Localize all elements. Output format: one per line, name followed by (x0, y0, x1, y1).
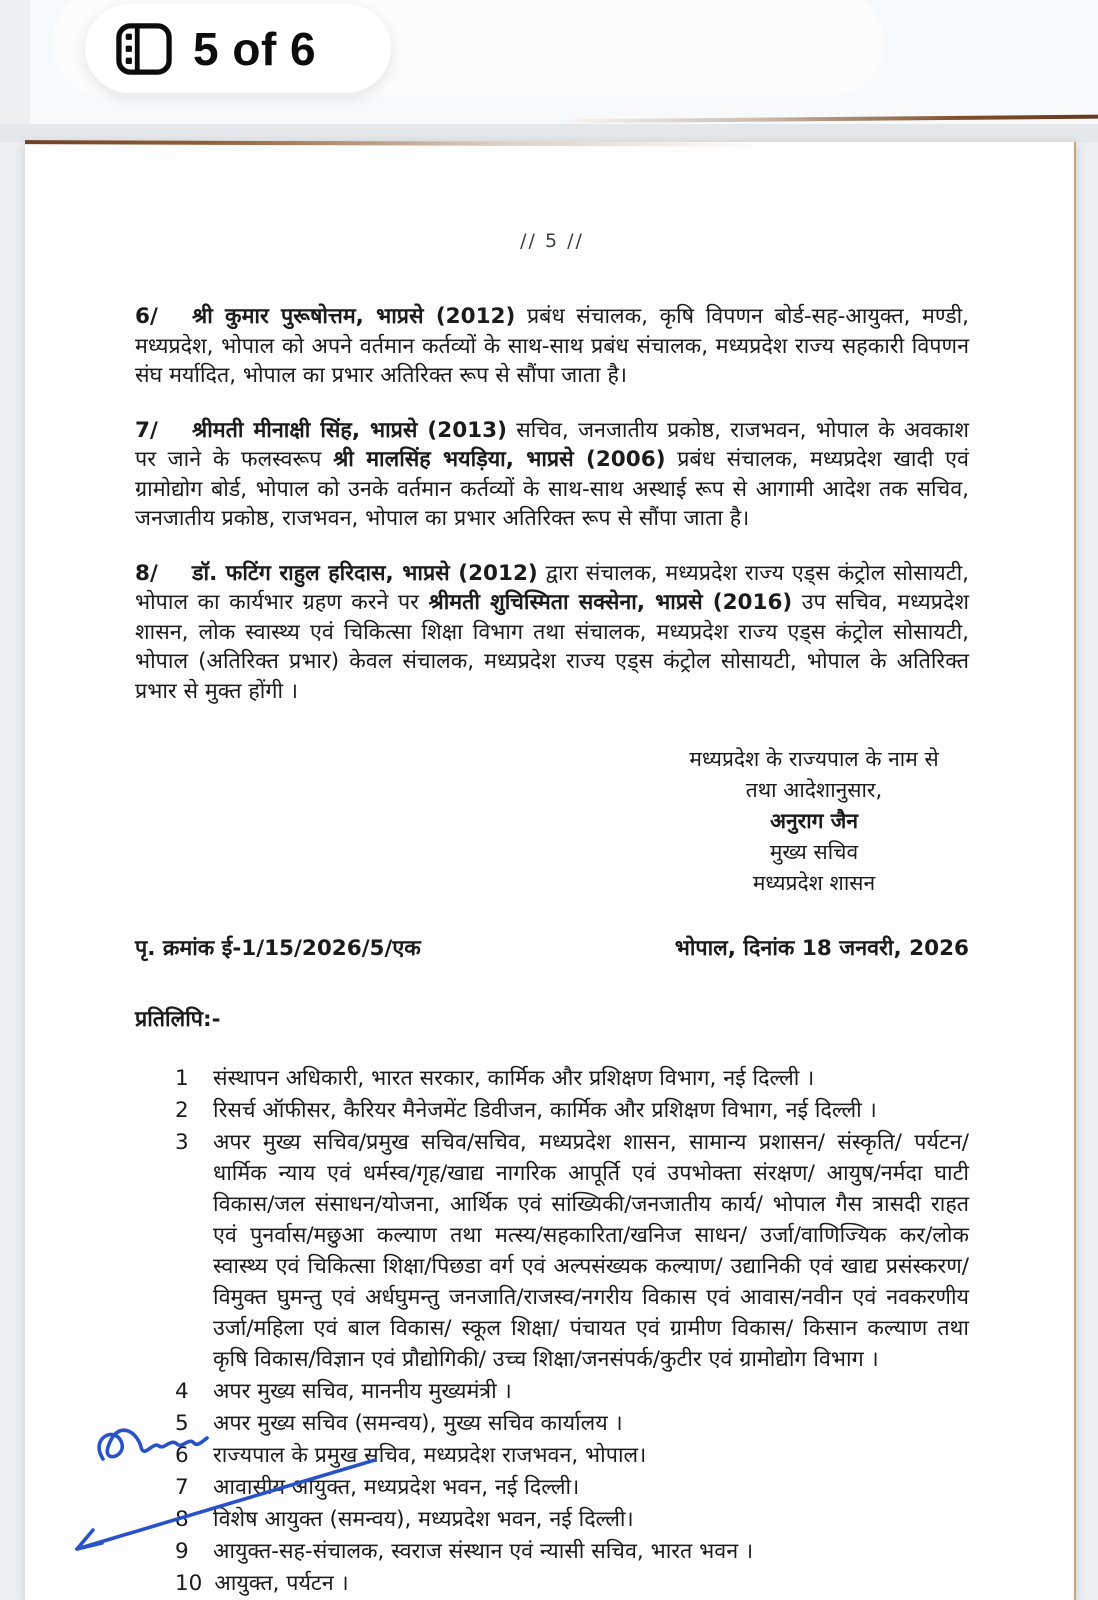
paragraph-7 (135, 416, 969, 534)
item-number: 8 (175, 1507, 189, 1532)
item-text: आवासीय आयुक्त, मध्यप्रदेश भवन, नई दिल्ली। (213, 1475, 580, 1500)
copy-list-item (175, 1568, 969, 1599)
copy-list-item (175, 1095, 969, 1126)
item-number: 3 (175, 1130, 189, 1155)
item-text: अपर मुख्य सचिव/प्रमुख सचिव/सचिव, मध्यप्रदेश शासन, सामान्य प्रशासन/ संस्कृति/ पर्यटन/ धार्मिक न्याय एवं धर्मस्व/गृह/खाद्य नागरिक आपूर्ति एवं उपभोक्ता संरक्षण/ आयुष/नर्मदा घाटी विकास/जल संसाधन/योजना, आर्थिक एवं सांख्यिकी/जनजातीय कार्य/ भोपाल गैस त्रासदी राहत एवं पुनर्वास/मछुआ कल्याण तथा मत्स्य/सहकारिता/खनिज साधन/ उर्जा/वाणिज्यिक कर/लोक स्वास्थ्य एवं चिकित्सा शिक्षा/पिछडा वर्ग एवं अल्पसंख्यक कल्याण/ उद्यानिकी एवं खाद्य प्रसंस्करण/ विमुक्त घुमन्तु एवं अर्धघुमन्तु जनजाति/राजस्व/नगरीय विकास एवं आवास/नवीन एवं नवकरणीय उर्जा/महिला एवं बाल विकास/ स्कूल शिक्षा/ पंचायत एवं ग्रामीण विकास/ किसान कल्याण तथा कृषि विकास/विज्ञान एवं प्रौद्योगिकी/ उच्च शिक्षा/जनसंपर्क/कुटीर एवं ग्रामोद्योग विभाग । (213, 1130, 969, 1372)
copy-list-item (175, 1408, 969, 1439)
page-gap (0, 124, 1098, 142)
reference-row (135, 933, 969, 962)
signature-line-order: तथा आदेशानुसार, (745, 778, 883, 802)
signatory-name: अनुराग जैन (769, 809, 859, 833)
item-number: 6 (175, 1443, 189, 1468)
paragraph-text: डॉ. फटिंग राहुल हरिदास, भाप्रसे (2012) द्वारा संचालक, मध्यप्रदेश राज्य एड्स कंट्रोल सोसायटी, भोपाल का कार्यभार ग्रहण करने पर श्रीमती शुचिस्मिता सक्सेना, भाप्रसे (2016) उप सचिव, मध्यप्रदेश शासन, लोक स्वास्थ्य एवं चिकित्सा शिक्षा विभाग तथा संचालक, मध्यप्रदेश राज्य एड्स कंट्रोल सोसायटी, भोपाल (अतिरिक्त प्रभार) केवल संचालक, मध्यप्रदेश राज्य एड्स कंट्रोल सोसायटी, भोपाल के अतिरिक्त प्रभार से मुक्त होंगी । (135, 560, 969, 704)
copy-list-item (175, 1504, 969, 1535)
item-text: विशेष आयुक्त (समन्वय), मध्यप्रदेश भवन, नई दिल्ली। (213, 1507, 634, 1532)
item-text: आयुक्त-सह-संचालक, स्वराज संस्थान एवं न्यासी सचिव, भारत भवन । (213, 1539, 754, 1564)
item-number: 2 (175, 1098, 189, 1123)
copy-list-heading: प्रतिलिपि:- (135, 1007, 221, 1032)
order-paragraphs (135, 302, 969, 706)
item-text: राज्यपाल के प्रमुख सचिव, मध्यप्रदेश राजभवन, भोपाल। (213, 1443, 647, 1468)
document-page (25, 142, 1076, 1600)
page-count-label: 5 of 6 (193, 22, 317, 75)
paragraph-text: श्री कुमार पुरूषोत्तम, भाप्रसे (2012) प्रबंध संचालक, कृषि विपणन बोर्ड-सह-आयुक्त, मण्डी, मध्यप्रदेश, भोपाल को अपने वर्तमान कर्तव्यों के साथ-साथ प्रबंध संचालक, मध्यप्रदेश राज्य सहकारी विपणन संघ मर्यादित, भोपाल का प्रभार अतिरिक्त रूप से सौंपा जाता है। (135, 304, 969, 388)
item-number: 9 (175, 1539, 189, 1564)
page-count-badge[interactable] (85, 4, 391, 93)
copy-list-item (175, 1440, 969, 1471)
copy-list-item (175, 1063, 969, 1094)
document-content (25, 142, 1074, 1599)
copy-list-item (175, 1536, 969, 1567)
item-number: 7 (175, 1475, 189, 1500)
item-text: अपर मुख्य सचिव (समन्वय), मुख्य सचिव कार्यालय । (213, 1411, 623, 1436)
item-text: आयुक्त, पर्यटन । (214, 1571, 349, 1596)
item-text: संस्थापन अधिकारी, भारत सरकार, कार्मिक और प्रशिक्षण विभाग, नई दिल्ली । (213, 1066, 815, 1091)
item-text: अपर मुख्य सचिव, माननीय मुख्यमंत्री । (213, 1379, 512, 1404)
item-number: 1 (175, 1066, 189, 1091)
pages-sidebar-icon (115, 22, 173, 76)
copy-list-item (175, 1472, 969, 1503)
reference-number: पृ. क्रमांक ई-1/15/2026/5/एक (135, 936, 421, 961)
copy-list-item (175, 1127, 969, 1375)
item-number: 4 (175, 1379, 189, 1404)
page-number-header: // 5 // (520, 230, 584, 252)
paragraph-6 (135, 302, 969, 391)
item-text: रिसर्च ऑफीसर, कैरियर मैनेजमेंट डिवीजन, कार्मिक और प्रशिक्षण विभाग, नई दिल्ली । (213, 1098, 877, 1123)
paragraph-number: 7/ (135, 417, 158, 443)
signatory-title: मुख्य सचिव (769, 840, 859, 864)
signature-line-authority: मध्यप्रदेश के राज्यपाल के नाम से (689, 747, 939, 771)
paragraph-number: 6/ (135, 304, 158, 329)
copy-list-item (175, 1376, 969, 1407)
signatory-org: मध्यप्रदेश शासन (752, 871, 876, 895)
paragraph-text: श्रीमती मीनाक्षी सिंह, भाप्रसे (2013) सचिव, जनजातीय प्रकोष्ठ, राजभवन, भोपाल के अवकाश पर जाने के फलस्वरूप श्री मालसिंह भयड़िया, भाप्रसे (2006) प्रबंध संचालक, मध्यप्रदेश खादी एवं ग्रामोद्योग बोर्ड, भोपाल को उनके वर्तमान कर्तव्यों के साथ-साथ अस्थाई रूप से आगामी आदेश तक सचिव, जनजातीय प्रकोष्ठ, राजभवन, भोपाल का प्रभार अतिरिक्त रूप से सौंपा जाता है। (135, 417, 969, 531)
signature-block (659, 744, 969, 899)
copy-list (135, 1063, 969, 1599)
item-number: 5 (175, 1411, 189, 1436)
paragraph-number: 8/ (135, 560, 158, 586)
item-number: 10 (175, 1571, 203, 1596)
paragraph-8 (135, 559, 969, 707)
place-and-date: भोपाल, दिनांक 18 जनवरी, 2026 (674, 936, 969, 961)
